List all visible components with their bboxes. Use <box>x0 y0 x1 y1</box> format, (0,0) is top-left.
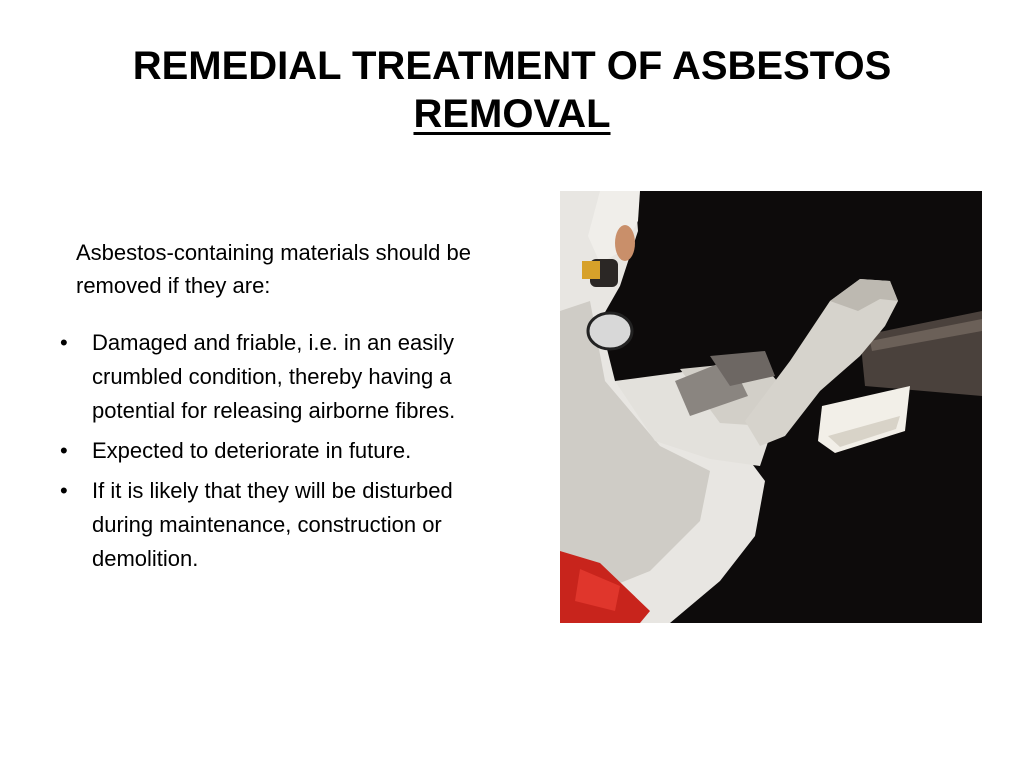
bullet-list <box>56 326 516 582</box>
respirator-filter <box>588 313 632 349</box>
bullet-dot-icon: • <box>60 478 68 503</box>
title-line-1: REMEDIAL TREATMENT OF ASBESTOS <box>132 44 892 88</box>
bullet-item <box>56 434 516 468</box>
photo-illustration <box>560 191 982 623</box>
bullet-text: Damaged and friable, i.e. in an easily crumbled condition, thereby having a potential for releasing airborne fibres. <box>92 330 456 423</box>
bullet-text: Expected to deteriorate in future. <box>92 438 412 463</box>
bullet-item <box>56 326 516 428</box>
slide-title <box>40 42 984 138</box>
intro-text: Asbestos-containing materials should be removed if they are: <box>76 240 472 298</box>
bullet-item <box>56 474 516 576</box>
title-line-2: REMOVAL <box>413 92 611 136</box>
asbestos-removal-photo <box>560 191 982 623</box>
bullet-dot-icon: • <box>60 330 68 355</box>
bullet-text: If it is likely that they will be disturbed during maintenance, construction or demolition. <box>92 478 453 571</box>
bullet-dot-icon: • <box>60 438 68 463</box>
